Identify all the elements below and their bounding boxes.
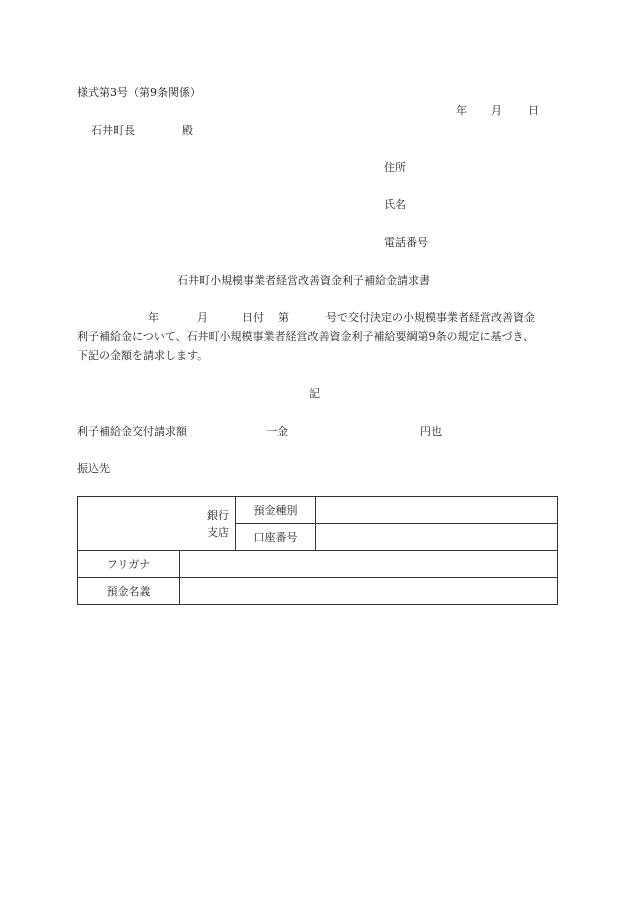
- name-label: 氏名: [384, 198, 406, 211]
- addressee-honorific: 殿: [182, 124, 193, 137]
- body-line1-rest: 号で交付決定の小規模事業者経営改善資金: [326, 311, 535, 324]
- date-year-label: 年: [456, 104, 467, 117]
- bank-table-row: [78, 578, 558, 605]
- body-line3: 下記の金額を請求します。: [77, 349, 209, 362]
- ki-label: 記: [309, 387, 320, 400]
- address-label: 住所: [384, 161, 406, 174]
- furigana-field[interactable]: [180, 551, 558, 578]
- bank-label: 銀行: [207, 508, 229, 522]
- amount-prefix: 一金: [266, 425, 288, 438]
- body-year: 年: [148, 311, 159, 324]
- bank-table-row: [78, 497, 558, 524]
- bank-table: [77, 496, 558, 605]
- branch-label: 支店: [207, 525, 229, 539]
- document-title: 石井町小規模事業者経営改善資金利子補給金請求書: [177, 274, 430, 287]
- date-month-label: 月: [491, 104, 502, 117]
- deposit-type-label: 預金種別: [236, 497, 316, 524]
- deposit-type-field[interactable]: [316, 497, 558, 524]
- form-number: 様式第3号（第9条関係）: [77, 86, 201, 99]
- amount-label: 利子補給金交付請求額: [77, 425, 187, 438]
- transfer-label: 振込先: [77, 462, 110, 475]
- date-day-label: 日: [528, 104, 539, 117]
- bank-branch-cell[interactable]: [78, 497, 236, 551]
- phone-label: 電話番号: [384, 236, 428, 249]
- body-month: 月: [197, 311, 208, 324]
- amount-suffix: 円也: [420, 425, 442, 438]
- account-holder-label: 預金名義: [78, 578, 180, 605]
- body-number-prefix: 第: [278, 311, 289, 324]
- body-date-suffix: 日付: [242, 311, 264, 324]
- addressee-name: 石井町長: [91, 124, 135, 137]
- furigana-label: フリガナ: [78, 551, 180, 578]
- account-holder-field[interactable]: [180, 578, 558, 605]
- account-number-field[interactable]: [316, 524, 558, 551]
- body-line2: 利子補給金について、石井町小規模事業者経営改善資金利子補給要綱第9条の規定に基づき、: [77, 330, 535, 343]
- account-number-label: 口座番号: [236, 524, 316, 551]
- bank-table-row: [78, 551, 558, 578]
